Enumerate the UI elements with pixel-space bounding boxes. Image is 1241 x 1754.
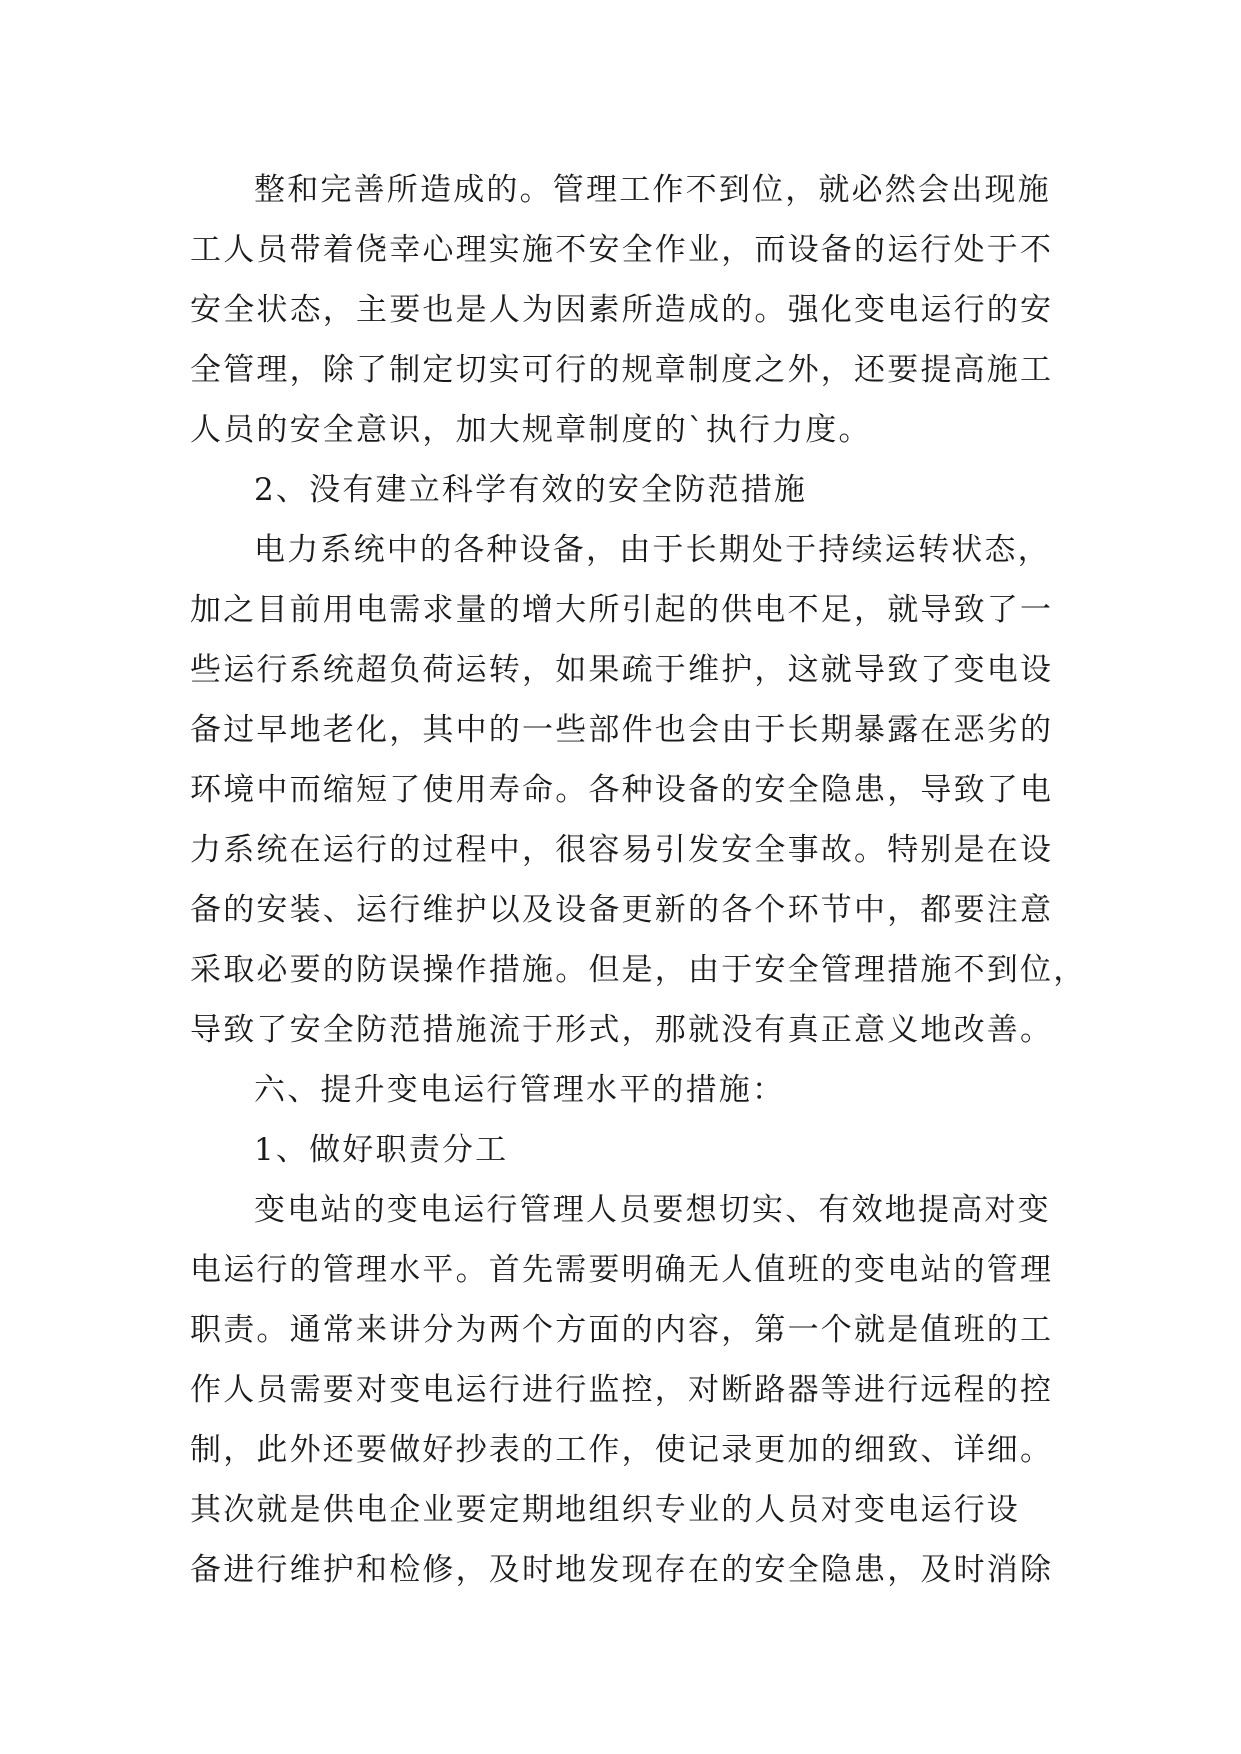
body-text — [190, 160, 1087, 1600]
text-line: 导致了安全防范措施流于形式，那就没有真正意义地改善。 — [190, 1012, 1054, 1048]
text-line: 工人员带着侥幸心理实施不安全作业，而设备的运行处于不 — [190, 232, 1054, 268]
text-line: 职责。通常来讲分为两个方面的内容，第一个就是值班的工 — [190, 1312, 1054, 1348]
text-line: 环境中而缩短了使用寿命。各种设备的安全隐患，导致了电 — [190, 772, 1054, 808]
text-line: 电力系统中的各种设备，由于长期处于持续运转状态， — [254, 532, 1051, 568]
text-line: 加之目前用电需求量的增大所引起的供电不足，就导致了一 — [190, 592, 1054, 628]
text-line: 采取必要的防误操作措施。但是，由于安全管理措施不到位， — [190, 952, 1087, 988]
text-line: 变电站的变电运行管理人员要想切实、有效地提高对变 — [254, 1192, 1051, 1228]
text-line: 其次就是供电企业要定期地组织专业的人员对变电运行设 — [190, 1492, 1020, 1528]
section-heading: 2、没有建立科学有效的安全防范措施 — [254, 472, 808, 508]
text-line: 备的安装、运行维护以及设备更新的各个环节中，都要注意 — [190, 892, 1054, 928]
section-heading: 六、提升变电运行管理水平的措施： — [254, 1072, 786, 1108]
text-line: 备进行维护和检修，及时地发现存在的安全隐患，及时消除 — [190, 1552, 1054, 1588]
text-line: 些运行系统超负荷运转，如果疏于维护，这就导致了变电设 — [190, 652, 1054, 688]
text-line: 作人员需要对变电运行进行监控，对断路器等进行远程的控 — [190, 1372, 1054, 1408]
text-line: 人员的安全意识，加大规章制度的`执行力度。 — [190, 412, 872, 448]
text-line: 安全状态，主要也是人为因素所造成的。强化变电运行的安 — [190, 292, 1054, 328]
text-line: 备过早地老化，其中的一些部件也会由于长期暴露在恶劣的 — [190, 712, 1054, 748]
section-heading: 1、做好职责分工 — [254, 1132, 509, 1168]
text-line: 制，此外还要做好抄表的工作，使记录更加的细致、详细。 — [190, 1432, 1054, 1468]
text-line: 全管理，除了制定切实可行的规章制度之外，还要提高施工 — [190, 352, 1054, 388]
text-line: 整和完善所造成的。管理工作不到位，就必然会出现施 — [254, 172, 1051, 208]
text-line: 电运行的管理水平。首先需要明确无人值班的变电站的管理 — [190, 1252, 1054, 1288]
text-line: 力系统在运行的过程中，很容易引发安全事故。特别是在设 — [190, 832, 1054, 868]
